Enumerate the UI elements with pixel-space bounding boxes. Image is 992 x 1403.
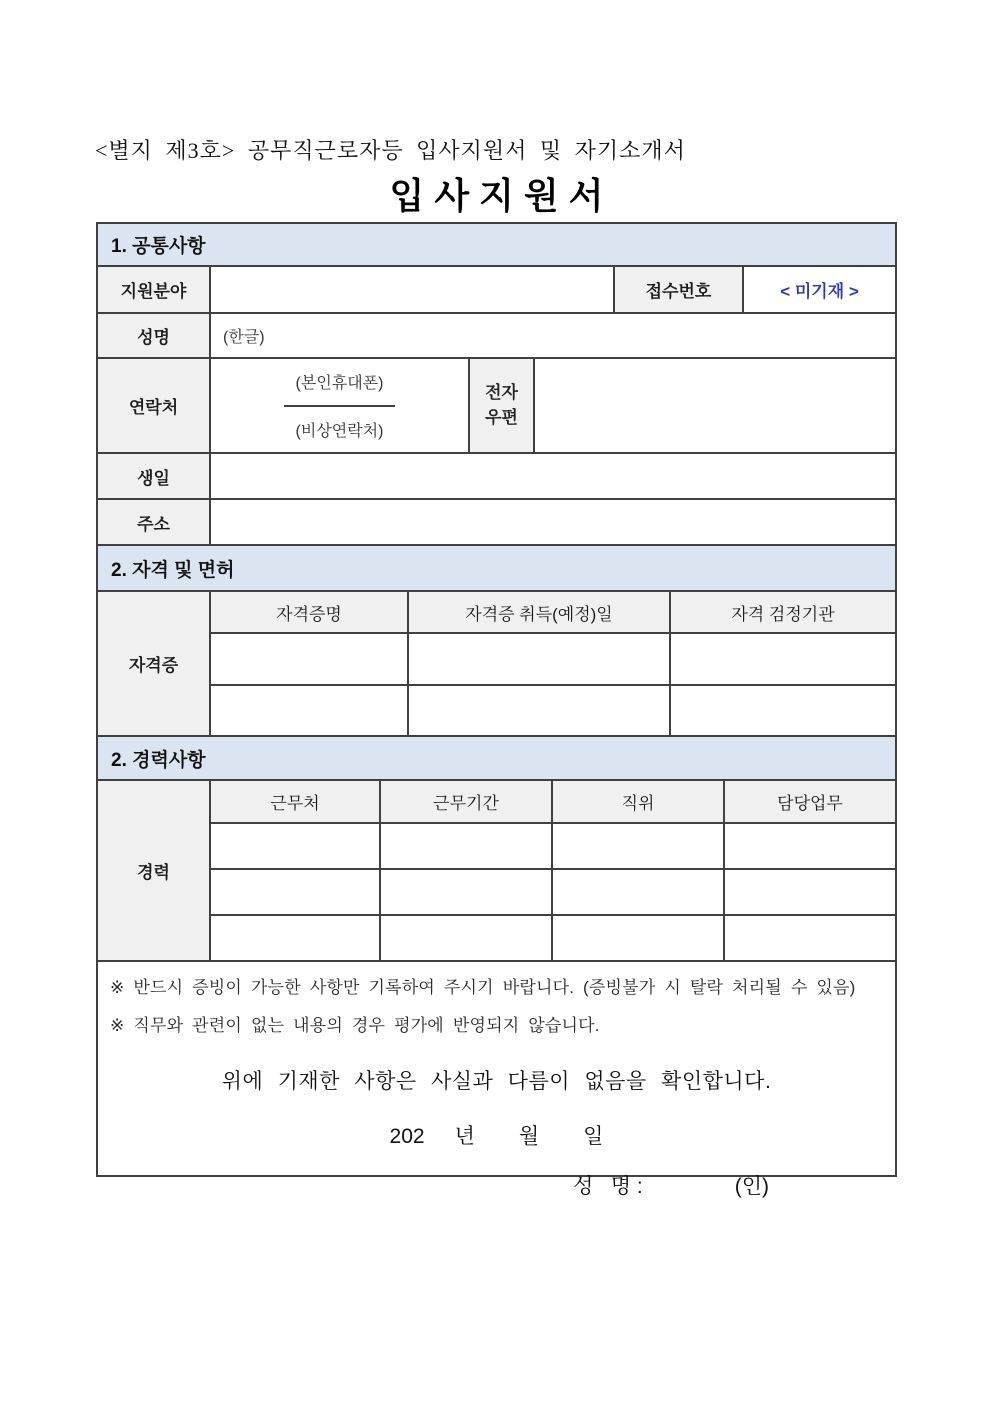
career-empty-cell bbox=[211, 870, 381, 914]
row-application-field bbox=[98, 267, 895, 314]
email-label-line2: 우편 bbox=[485, 407, 518, 427]
contact-label: 연락처 bbox=[98, 359, 211, 452]
date-year-unit: 년 bbox=[454, 1125, 475, 1148]
date-year-prefix: 202 bbox=[389, 1125, 425, 1148]
application-field-label: 지원분야 bbox=[98, 267, 211, 312]
career-subtable bbox=[211, 781, 895, 960]
license-empty-cell bbox=[671, 686, 895, 736]
license-empty-cell bbox=[671, 634, 895, 684]
row-address bbox=[98, 500, 895, 546]
section-license-header: 2. 자격 및 면허 bbox=[98, 546, 895, 592]
application-field-input-cell bbox=[211, 267, 615, 312]
section-common-header: 1. 공통사항 bbox=[98, 224, 895, 267]
application-form-table bbox=[96, 222, 897, 1198]
note-evidence: ※ 반드시 증빙이 가능한 사항만 기록하여 주시기 바랍니다. (증빙불가 시 탈락 처리될 수 있음) bbox=[110, 978, 856, 997]
career-empty-cell bbox=[381, 870, 553, 914]
career-header-row bbox=[211, 781, 895, 824]
career-empty-cell bbox=[211, 916, 381, 960]
license-empty-cell bbox=[409, 634, 671, 684]
name-input-cell: (한글) bbox=[211, 314, 895, 357]
license-empty-cell bbox=[409, 686, 671, 736]
row-name bbox=[98, 314, 895, 359]
career-row-label: 경력 bbox=[98, 781, 211, 960]
date-line bbox=[108, 1120, 885, 1150]
address-label: 주소 bbox=[98, 500, 211, 544]
signature-line bbox=[108, 1170, 885, 1200]
career-data-row bbox=[211, 824, 895, 870]
birthday-input-cell bbox=[211, 454, 895, 498]
receipt-number-value: < 미기재 > bbox=[780, 282, 859, 301]
note-relevance: ※ 직무와 관련이 없는 내용의 경우 평가에 반영되지 않습니다. bbox=[110, 1016, 600, 1035]
phone-input-cell: (본인휴대폰) bbox=[284, 359, 396, 407]
form-title: 입사지원서 bbox=[389, 175, 614, 216]
confirmation-statement: 위에 기재한 사항은 사실과 다름이 없음을 확인합니다. bbox=[221, 1070, 772, 1093]
career-col-position: 직위 bbox=[553, 781, 725, 822]
row-birthday bbox=[98, 454, 895, 500]
attachment-note: <별지 제3호> 공무직근로자등 입사지원서 및 자기소개서 bbox=[95, 138, 686, 163]
section-career-header: 2. 경력사항 bbox=[98, 737, 895, 781]
date-month-unit: 월 bbox=[518, 1125, 540, 1148]
license-block bbox=[98, 592, 895, 737]
contact-phone-cells bbox=[211, 359, 470, 452]
career-empty-cell bbox=[381, 916, 553, 960]
career-data-row bbox=[211, 916, 895, 960]
birthday-label: 생일 bbox=[98, 454, 211, 498]
license-col-name: 자격증명 bbox=[211, 592, 409, 632]
license-row-label: 자격증 bbox=[98, 592, 211, 735]
career-col-duty: 담당업무 bbox=[777, 794, 843, 813]
license-header-row bbox=[211, 592, 895, 634]
row-contact bbox=[98, 359, 895, 454]
name-label: 성명 bbox=[98, 314, 211, 357]
career-col-period: 근무기간 bbox=[381, 781, 553, 822]
career-empty-cell bbox=[553, 824, 725, 868]
email-label bbox=[470, 359, 535, 452]
career-empty-cell bbox=[211, 824, 381, 868]
career-empty-cell bbox=[725, 870, 895, 914]
footer-block bbox=[98, 962, 895, 1212]
email-input-cell bbox=[535, 359, 895, 452]
receipt-number-label: 접수번호 bbox=[615, 267, 744, 312]
career-col-workplace: 근무처 bbox=[211, 781, 381, 822]
emergency-contact-input-cell: (비상연락처) bbox=[295, 422, 384, 440]
license-empty-cell bbox=[211, 686, 409, 736]
career-empty-cell bbox=[553, 870, 725, 914]
signature-name-label: 성 명 : bbox=[573, 1175, 643, 1198]
career-block bbox=[98, 781, 895, 962]
career-data-row bbox=[211, 870, 895, 916]
license-col-agency: 자격 검정기관 bbox=[731, 604, 835, 624]
career-empty-cell bbox=[725, 916, 895, 960]
seal-mark: (인) bbox=[734, 1175, 770, 1198]
license-data-row bbox=[211, 634, 895, 686]
date-day-unit: 일 bbox=[583, 1125, 604, 1148]
career-empty-cell bbox=[725, 824, 895, 868]
address-input-cell bbox=[211, 500, 895, 544]
license-empty-cell bbox=[211, 634, 409, 684]
license-subtable bbox=[211, 592, 895, 735]
career-empty-cell bbox=[381, 824, 553, 868]
license-data-row bbox=[211, 686, 895, 736]
career-empty-cell bbox=[553, 916, 725, 960]
email-label-line1: 전자 bbox=[485, 382, 518, 402]
license-col-date: 자격증 취득(예정)일 bbox=[409, 592, 671, 632]
